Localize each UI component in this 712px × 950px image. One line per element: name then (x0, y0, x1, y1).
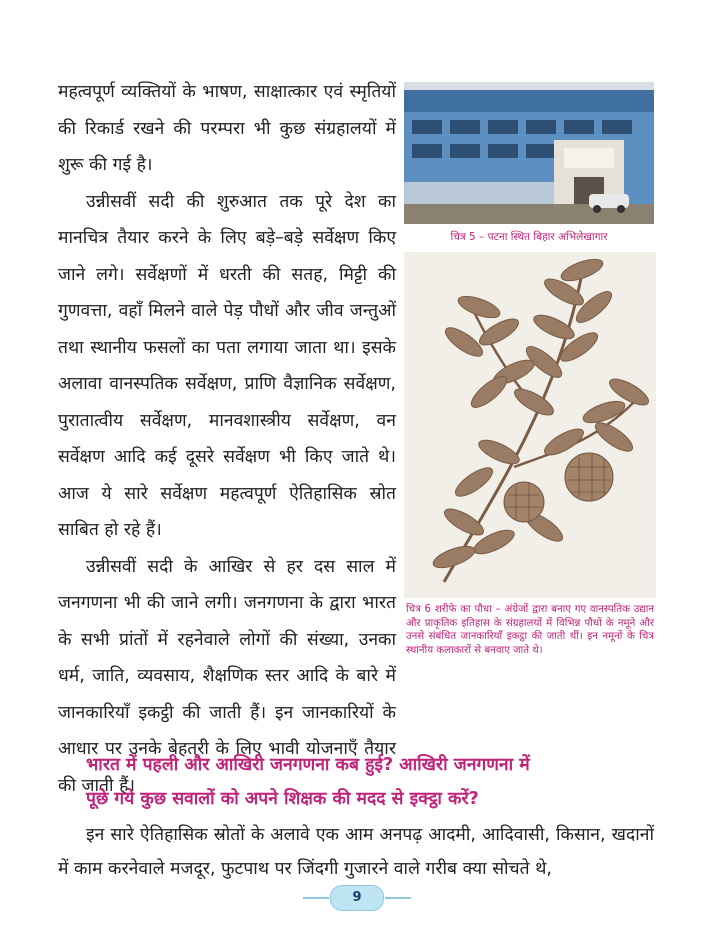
plant-leaf (476, 314, 522, 350)
plant-leaf (467, 372, 511, 413)
paragraph-oral-history: महत्वपूर्ण व्यक्तियों के भाषण, साक्षात्कार एवं स्मृतियों की रिकार्ड रखने की परम्परा भी कुछ संग्रहालयों में शुरू की गई है। (58, 82, 396, 175)
figure6-caption: चित्र 6 शरीफे का पौधा – अंग्रेजों द्वारा बनाए गए वानस्पतिक उद्यान और प्राकृतिक इतिहास के संग्रहालयों में विभिन्न पौधों के नमूने और उनसे संबंधित जानकारियाँ इकट्ठा की जाती थीं। इन नमूनों के चित्र स्थानीय कलाकारों से बनवाए जाते थे। (406, 604, 654, 656)
main-text-column (58, 74, 396, 804)
custard-apple-plant-illustration (404, 252, 656, 598)
paragraph-common-people: इन सारे ऐतिहासिक स्रोतों के अलावे एक आम अनपढ़ आदमी, आदिवासी, किसान, खदानों में काम करनेवाले मजदूर, फुटपाथ पर जिंदगी गुजारने वाले गरीब क्या सोचते थे, (58, 825, 654, 879)
figure5-caption: चित्र 5 – पटना स्थित बिहार अभिलेखागार (450, 231, 608, 243)
page-number-badge: 9 (330, 885, 384, 911)
activity-question (86, 748, 656, 816)
paragraph-surveys: उन्नीसवीं सदी की शुरुआत तक पूरे देश का मानचित्र तैयार करने के लिए बड़े–बड़े सर्वेक्षण किए जाने लगे। सर्वेक्षणों में धरती की सतह, मिट्टी की गुणवत्ता, वहाँ मिलने वाले पेड़ पौधों और जीव जन्तुओं तथा स्थानीय फसलों का पता लगाया जाता था। इसके अलावा वानस्पतिक सर्वेक्षण, प्राणि वैज्ञानिक सर्वेक्षण, पुरातात्वीय सर्वेक्षण, मानवशास्त्रीय सर्वेक्षण, वन सर्वेक्षण आदि कई दूसरे सर्वेक्षण भी किए जाते थे। आज ये सारे सर्वेक्षण महत्वपूर्ण ऐतिहासिक स्रोत साबित हो रहे हैं। (58, 191, 396, 540)
question-line-2: पूछे गये कुछ सवालों को अपने शिक्षक की मदद से इक्ट्ठा करें? (86, 789, 479, 809)
plant-leaf (476, 435, 523, 468)
question-line-1: भारत में पहली और आखिरी जनगणना कब हुई? आखिरी जनगणना में (86, 755, 530, 775)
paragraph-census: उन्नीसवीं सदी के आखिर से हर दस साल में जनगणना भी की जाने लगी। जनगणना के द्वारा भारत के सभी प्रांतों में रहनेवाले लोगों की संख्या, उनका धर्म, जाति, व्यवसाय, शैक्षणिक स्तर आदि के बारे में जानकारियाँ इकट्ठी की जाती हैं। इन जानकारियों के आधार पर उनके बेहतरी के लिए भावी योजनाएँ तैयार की जाती हैं। (58, 556, 396, 796)
building-illustration (404, 82, 654, 224)
plant-leaf (511, 384, 557, 420)
plant-drawing (404, 252, 656, 598)
plant-leaf (591, 418, 636, 456)
plant-leaf (581, 397, 628, 427)
plant-leaf (456, 292, 503, 322)
bihar-archives-photo (404, 82, 654, 224)
bottom-paragraph-block (58, 818, 654, 886)
plant-leaf (451, 463, 496, 501)
